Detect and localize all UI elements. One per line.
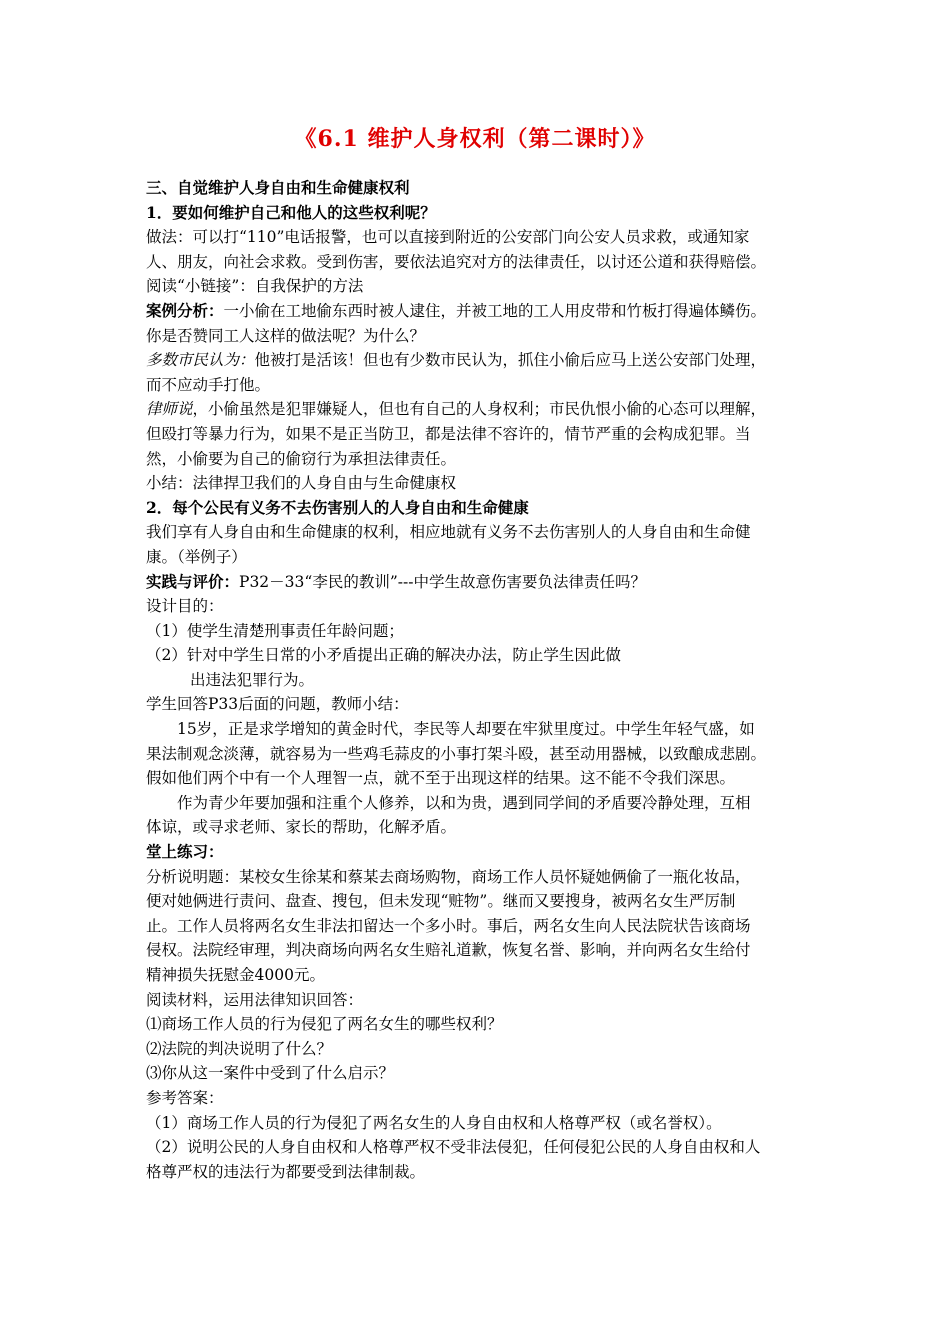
text-line	[146, 570, 814, 595]
text-segment: 堂上练习：	[146, 842, 224, 862]
text-segment: 案例分析：	[146, 300, 224, 320]
text-line	[146, 963, 814, 988]
text-line	[146, 1135, 814, 1160]
text-segment: 侵权。法院经审理，判决商场向两名女生赔礼道歉，恢复名誉、影响，并向两名女生给付	[146, 941, 751, 960]
text-segment: （1）商场工作人员的行为侵犯了两名女生的人身自由权和人格尊严权（或名誉权）。	[146, 1113, 722, 1132]
text-segment: 三、自觉维护人身自由和生命健康权利	[146, 178, 410, 197]
text-line	[146, 1111, 814, 1136]
text-segment: （2）说明公民的人身自由权和人格尊严权不受非法侵犯，任何侵犯公民的人身自由权和人	[146, 1138, 761, 1157]
text-segment: ⑴商场工作人员的行为侵犯了两名女生的哪些权利？	[146, 1015, 503, 1034]
text-line	[146, 791, 814, 816]
text-line	[146, 766, 814, 791]
text-line	[146, 938, 814, 963]
text-segment: 1．要如何维护自己和他人的这些权利呢？	[146, 202, 436, 222]
text-segment: 但殴打等暴力行为，如果不是正当防卫，都是法律不容许的，情节严重的会构成犯罪。当	[146, 424, 751, 443]
text-line	[146, 545, 814, 570]
text-line	[146, 643, 814, 668]
text-segment: ⑶你从这一案件中受到了什么启示？	[146, 1064, 395, 1083]
text-segment: （1）使学生清楚刑事责任年龄问题；	[146, 621, 404, 640]
text-segment: 止。工作人员将两名女生非法扣留达一个多小时。事后，两名女生向人民法院状告该商场	[146, 916, 751, 935]
text-segment: 一小偷在工地偷东西时被人逮住，并被工地的工人用皮带和竹板打得遍体鳞伤。	[223, 301, 767, 320]
text-line	[146, 1160, 814, 1185]
text-line	[146, 619, 814, 644]
text-line	[146, 1012, 814, 1037]
text-segment: 精神损失抚慰金4000元。	[146, 966, 325, 984]
text-segment: 15岁，正是求学增知的黄金时代，李民等人却要在牢狱里度过。中学生年轻气盛，如	[177, 720, 755, 739]
text-segment: 小结：法律捍卫我们的人身自由与生命健康权	[146, 474, 457, 493]
text-line	[146, 447, 814, 472]
text-line	[146, 815, 814, 840]
text-segment: 阅读“小链接”：自我保护的方法	[146, 277, 364, 296]
text-segment: 作为青少年要加强和注重个人修养，以和为贵，遇到同学间的矛盾要冷静处理，互相	[177, 793, 751, 812]
document-title: 《6.1 维护人身权利（第二课时）》	[294, 126, 656, 152]
text-line	[146, 250, 814, 275]
text-line	[146, 1061, 814, 1086]
text-segment: 律师说	[146, 400, 193, 419]
text-segment: 体谅，或寻求老师、家长的帮助，化解矛盾。	[146, 818, 457, 837]
text-segment: 实践与评价：	[146, 571, 240, 591]
text-line	[146, 324, 814, 349]
text-line	[146, 889, 814, 914]
text-segment: 格尊严权的违法行为都要受到法律制裁。	[146, 1162, 426, 1181]
text-segment: 做法：可以打“110”电话报警，也可以直接到附近的公安部门向公安人员求救，或通知家	[146, 228, 750, 247]
text-line	[146, 471, 814, 496]
text-line	[146, 397, 814, 422]
text-segment: 设计目的：	[146, 597, 224, 616]
text-line	[146, 274, 814, 299]
text-line	[146, 422, 814, 447]
text-line	[146, 520, 814, 545]
text-line	[146, 594, 814, 619]
text-line	[146, 742, 814, 767]
text-line	[146, 717, 814, 742]
text-segment: 2．每个公民有义务不去伤害别人的人身自由和生命健康	[146, 497, 529, 517]
text-segment: 你是否赞同工人这样的做法呢？为什么？	[146, 326, 426, 345]
text-segment: 出违法犯罪行为。	[190, 670, 315, 689]
text-line	[146, 1037, 814, 1062]
text-segment: 阅读材料，运用法律知识回答：	[146, 990, 364, 1009]
text-segment: ，小偷虽然是犯罪嫌疑人，但也有自己的人身权利；市民仇恨小偷的心态可以理解，	[192, 400, 767, 419]
text-line	[146, 201, 814, 226]
text-segment: P32－33“李民的教训”---中学生故意伤害要负法律责任吗？	[239, 572, 646, 591]
text-line	[146, 988, 814, 1013]
text-segment: 果法制观念淡薄，就容易为一些鸡毛蒜皮的小事打架斗殴，甚至动用器械，以致酿成悲剧。	[146, 744, 767, 763]
text-segment: 假如他们两个中有一个人理智一点，就不至于出现这样的结果。这不能不令我们深思。	[146, 769, 736, 788]
text-segment: 多数市民认为：	[146, 351, 255, 370]
text-line	[146, 348, 814, 373]
text-line	[146, 692, 814, 717]
text-segment: 康。（举例子）	[146, 547, 247, 566]
text-line	[146, 1086, 814, 1111]
text-line	[146, 176, 814, 201]
text-segment: 我们享有人身自由和生命健康的权利，相应地就有义务不去伤害别人的人身自由和生命健	[146, 523, 751, 542]
text-segment: ⑵法院的判决说明了什么？	[146, 1039, 333, 1058]
document-body	[146, 176, 814, 1184]
text-segment: 便对她俩进行责问、盘查、搜包，但未发现“赃物”。继而又要搜身，被两名女生严厉制	[146, 892, 736, 911]
text-line	[146, 668, 814, 693]
text-segment: 学生回答P33后面的问题，教师小结：	[146, 695, 409, 714]
text-segment: 他被打是活该！但也有少数市民认为，抓住小偷后应马上送公安部门处理，	[254, 351, 767, 370]
text-line	[146, 865, 814, 890]
text-segment: （2）针对中学生日常的小矛盾提出正确的解决办法，防止学生因此做	[146, 646, 621, 665]
text-line	[146, 496, 814, 521]
text-segment: 而不应动手打他。	[146, 375, 271, 394]
text-segment: 然，小偷要为自己的偷窃行为承担法律责任。	[146, 449, 457, 468]
text-line	[146, 373, 814, 398]
text-line	[146, 914, 814, 939]
text-segment: 分析说明题：某校女生徐某和蔡某去商场购物，商场工作人员怀疑她俩偷了一瓶化妆品，	[146, 867, 751, 886]
text-line	[146, 225, 814, 250]
text-line	[146, 299, 814, 324]
text-segment: 人、朋友，向社会求救。受到伤害，要依法追究对方的法律责任，以讨还公道和获得赔偿。	[146, 252, 767, 271]
text-segment: 参考答案：	[146, 1088, 224, 1107]
text-line	[146, 840, 814, 865]
